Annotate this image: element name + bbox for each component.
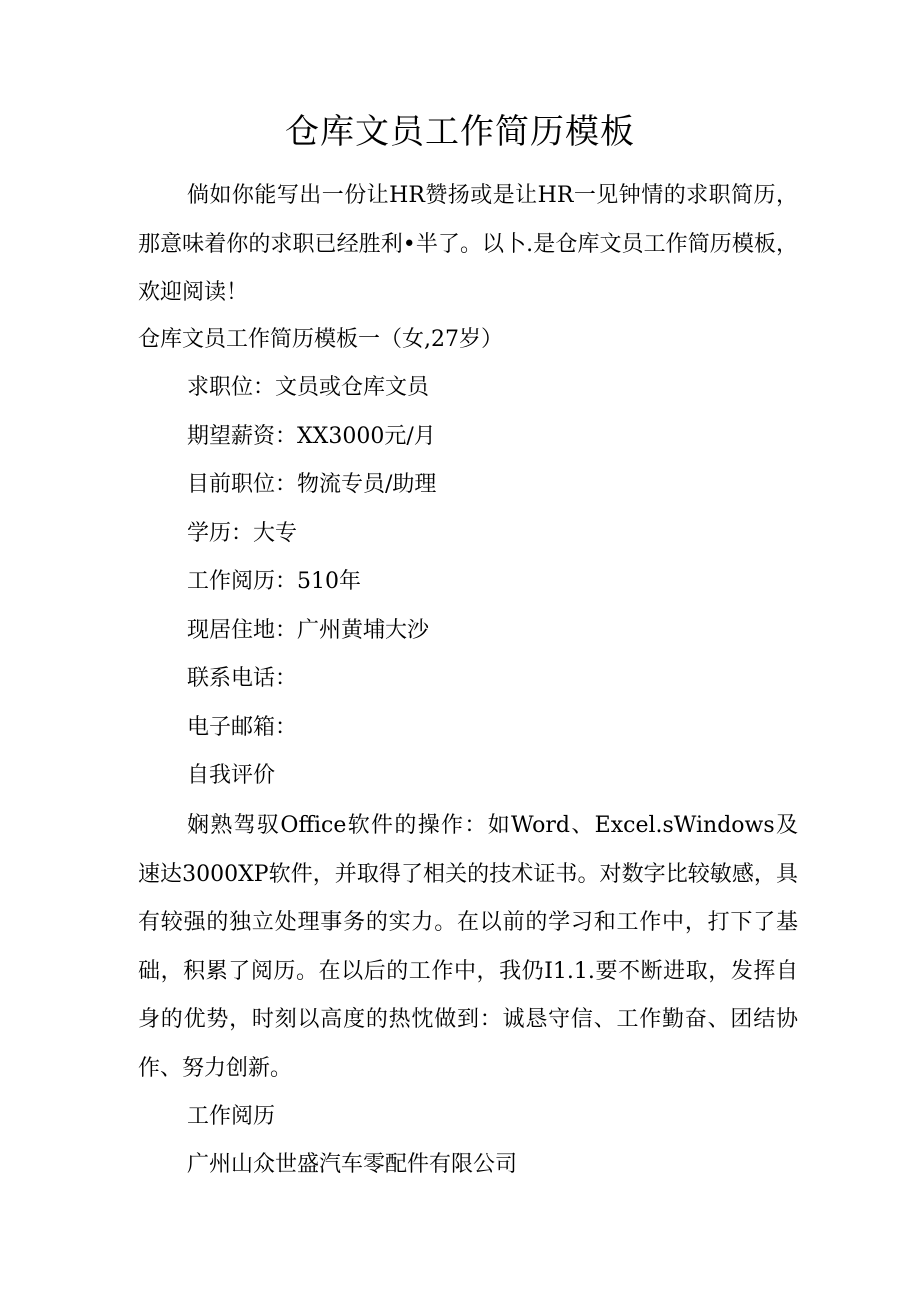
intro-paragraph: 倘如你能写出一份让HR赞扬或是让HR一见钟情的求职简历，那意味着你的求职已经胜利•半了。以卜.是仓库文员工作简历模板，欢迎阅读！	[138, 183, 798, 305]
field-expected-salary: 期望薪资：XX3000元/月	[187, 424, 436, 449]
self-evaluation-heading: 自我评价	[187, 763, 276, 788]
field-work-experience: 工作阅历：510年	[187, 569, 361, 594]
work-experience-heading: 工作阅历	[187, 1104, 276, 1129]
template-heading: 仓库文员工作简历模板一（女,27岁）	[138, 327, 503, 352]
document-title: 仓库文员工作简历模板	[285, 112, 635, 152]
field-email: 电子邮箱：	[187, 715, 298, 740]
field-residence: 现居住地：广州黄埔大沙	[187, 618, 430, 643]
company-name: 广州山众世盛汽车零配件有限公司	[187, 1152, 518, 1177]
self-evaluation-paragraph: 娴熟驾驭Office软件的操作：如Word、Excel.sWindows及速达3000XP软件，并取得了相关的技术证书。对数字比较敏感，具有较强的独立处理事务的实力。在以前的学习和工作中，打下了基础，积累了阅历。在以后的工作中，我仍I1.1.要不断进取，发挥自身的优势，时刻以高度的热忱做到：诚恳守信、工作勤奋、团结协作、努力创新。	[138, 813, 798, 1081]
field-desired-position: 求职位：文员或仓库文员	[187, 375, 430, 400]
field-current-position: 目前职位：物流专员/助理	[187, 472, 437, 497]
field-education: 学历：大专	[187, 521, 298, 546]
field-phone: 联系电话：	[187, 666, 298, 691]
